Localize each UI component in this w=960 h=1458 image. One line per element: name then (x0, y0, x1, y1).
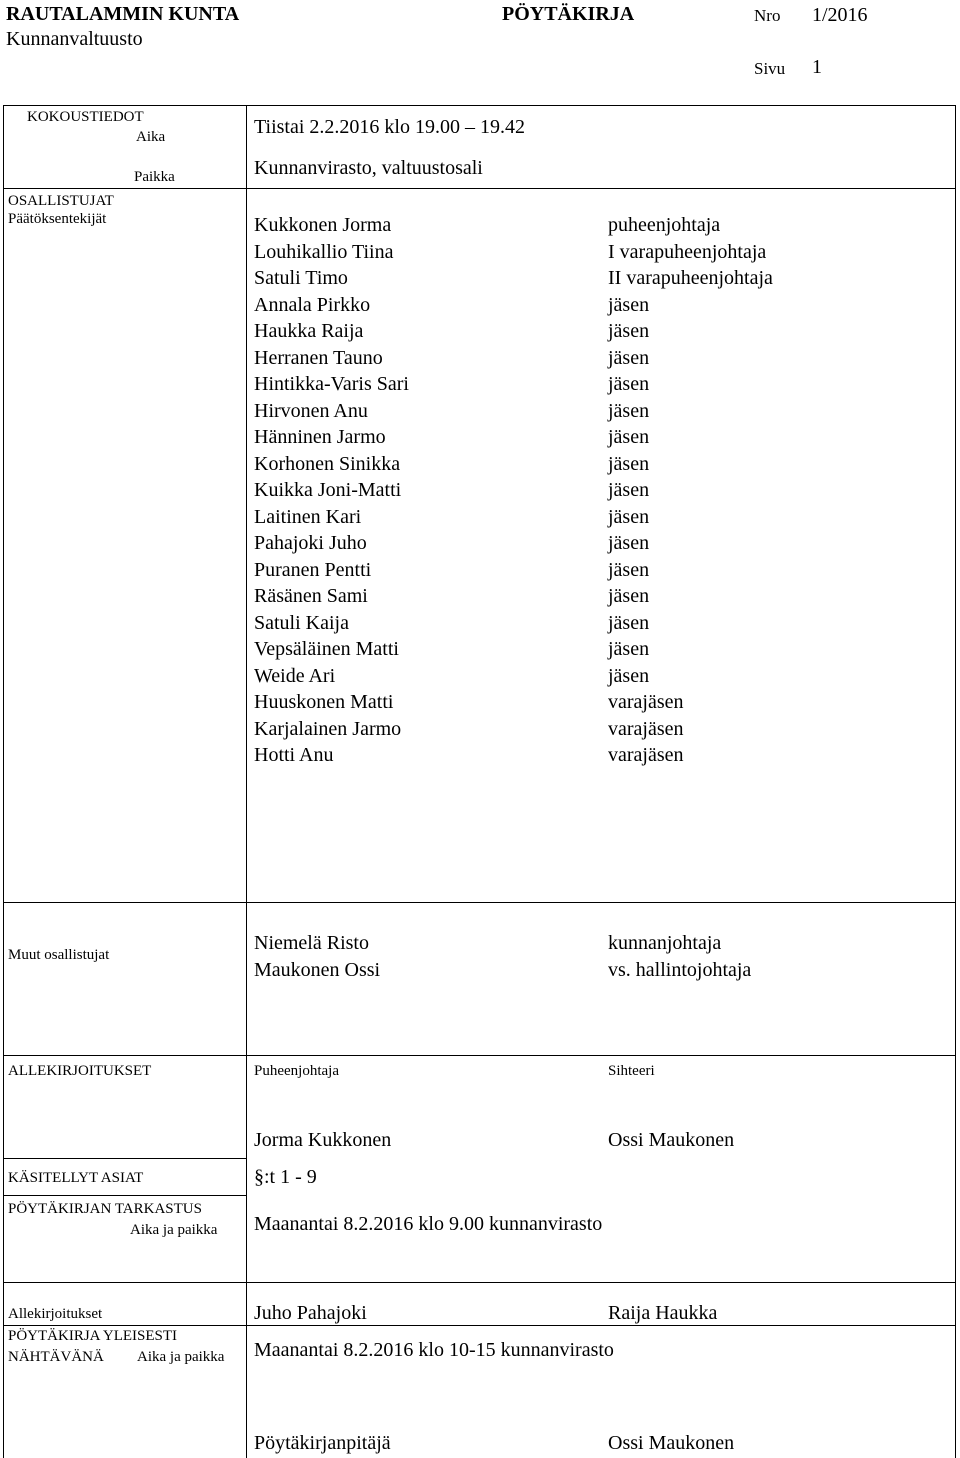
list-item: jäsen (608, 611, 650, 634)
review-value: Maanantai 8.2.2016 klo 9.00 kunnanvirasto (254, 1213, 603, 1235)
table-right-border (955, 105, 956, 1458)
row-divider (3, 902, 956, 903)
list-item: Laitinen Kari (254, 505, 362, 528)
public-display-label-2: NÄHTÄVÄNÄ (8, 1349, 104, 1365)
list-item: jäsen (608, 585, 650, 607)
table-left-border (3, 105, 4, 1458)
municipality-title: RAUTALAMMIN KUNTA (6, 3, 240, 25)
list-item: Satuli Kaija (254, 611, 349, 634)
row-divider (3, 1325, 956, 1326)
list-item: I varapuheenjohtaja (608, 240, 767, 263)
list-item: jäsen (608, 479, 650, 501)
other-participants-label: Muut osallistujat (8, 947, 110, 963)
body-name: Kunnanvaltuusto (6, 28, 143, 50)
row-divider (3, 1055, 956, 1056)
table-column-divider (246, 105, 247, 1458)
member-roles (608, 212, 773, 769)
meeting-section-label: KOKOUSTIEDOT (27, 109, 144, 125)
nro-value: 1/2016 (812, 4, 868, 26)
list-item: Hirvonen Anu (254, 399, 368, 422)
list-item: jäsen (608, 426, 650, 448)
participants-section-label: OSALLISTUJAT (8, 193, 114, 209)
list-item: jäsen (608, 505, 650, 528)
page-value: 1 (812, 56, 822, 78)
list-item: Puranen Pentti (254, 558, 372, 581)
public-display-label: PÖYTÄKIRJA YLEISESTI (8, 1328, 178, 1344)
list-item: Huuskonen Matti (254, 691, 394, 713)
list-item: varajäsen (608, 744, 684, 766)
list-item: varajäsen (608, 717, 684, 740)
list-item: jäsen (608, 346, 650, 369)
member-names (254, 212, 409, 769)
review-time-place-label: Aika ja paikka (130, 1222, 218, 1238)
list-item: Korhonen Sinikka (254, 452, 401, 475)
meeting-place: Kunnanvirasto, valtuustosali (254, 157, 483, 179)
chair-name: Jorma Kukkonen (254, 1129, 392, 1151)
reviewer-name: Raija Haukka (608, 1302, 718, 1324)
row-divider (3, 1158, 247, 1159)
page-label: Sivu (754, 59, 786, 78)
review-signatures-label: Allekirjoitukset (8, 1306, 103, 1322)
place-label: Paikka (134, 169, 175, 185)
other-participant-role: vs. hallintojohtaja (608, 959, 752, 981)
list-item: jäsen (608, 293, 650, 316)
list-item: Karjalainen Jarmo (254, 717, 402, 740)
list-item: jäsen (608, 638, 650, 660)
review-label: PÖYTÄKIRJAN TARKASTUS (8, 1201, 202, 1217)
other-participant-name: Maukonen Ossi (254, 959, 381, 981)
list-item: jäsen (608, 399, 650, 422)
list-item: Haukka Raija (254, 320, 364, 342)
list-item: jäsen (608, 664, 650, 687)
decision-makers-label: Päätöksentekijät (8, 211, 107, 227)
list-item: Pahajoki Juho (254, 532, 367, 554)
reviewer-name: Juho Pahajoki (254, 1302, 367, 1324)
list-item: jäsen (608, 532, 650, 554)
list-item: jäsen (608, 373, 650, 395)
document-type: PÖYTÄKIRJA (502, 3, 635, 25)
public-display-value: Maanantai 8.2.2016 klo 10-15 kunnanvirasto (254, 1339, 614, 1361)
list-item: Hintikka-Varis Sari (254, 373, 409, 395)
table-top-border (3, 105, 956, 106)
list-item: jäsen (608, 452, 650, 475)
signatures-section-label: ALLEKIRJOITUKSET (8, 1063, 152, 1079)
list-item: Vepsäläinen Matti (254, 638, 399, 660)
keeper-label: Pöytäkirjanpitäjä (254, 1432, 391, 1454)
row-divider (3, 1195, 247, 1196)
handled-items-label: KÄSITELLYT ASIAT (8, 1170, 144, 1186)
handled-items-value: §:t 1 - 9 (254, 1166, 317, 1188)
list-item: Satuli Timo (254, 267, 348, 289)
list-item: varajäsen (608, 691, 684, 713)
list-item: Räsänen Sami (254, 585, 368, 607)
other-participant-role: kunnanjohtaja (608, 932, 722, 954)
list-item: Hänninen Jarmo (254, 426, 386, 448)
list-item: Louhikallio Tiina (254, 240, 394, 263)
keeper-name: Ossi Maukonen (608, 1432, 735, 1454)
list-item: jäsen (608, 320, 650, 342)
secretary-name: Ossi Maukonen (608, 1129, 735, 1151)
list-item: Kuikka Joni-Matti (254, 479, 402, 501)
list-item: II varapuheenjohtaja (608, 267, 773, 289)
list-item: Kukkonen Jorma (254, 214, 392, 236)
list-item: Herranen Tauno (254, 346, 383, 369)
row-divider (3, 188, 956, 189)
other-participant-name: Niemelä Risto (254, 932, 369, 954)
list-item: jäsen (608, 558, 650, 581)
row-divider (3, 1282, 956, 1283)
list-item: puheenjohtaja (608, 214, 721, 236)
nro-label: Nro (754, 6, 781, 25)
chair-label: Puheenjohtaja (254, 1063, 339, 1079)
meeting-time: Tiistai 2.2.2016 klo 19.00 – 19.42 (254, 116, 525, 138)
public-time-place-label: Aika ja paikka (137, 1349, 225, 1365)
list-item: Annala Pirkko (254, 293, 371, 316)
list-item: Hotti Anu (254, 744, 334, 766)
time-label: Aika (136, 129, 166, 145)
secretary-label: Sihteeri (608, 1063, 655, 1079)
list-item: Weide Ari (254, 664, 336, 687)
